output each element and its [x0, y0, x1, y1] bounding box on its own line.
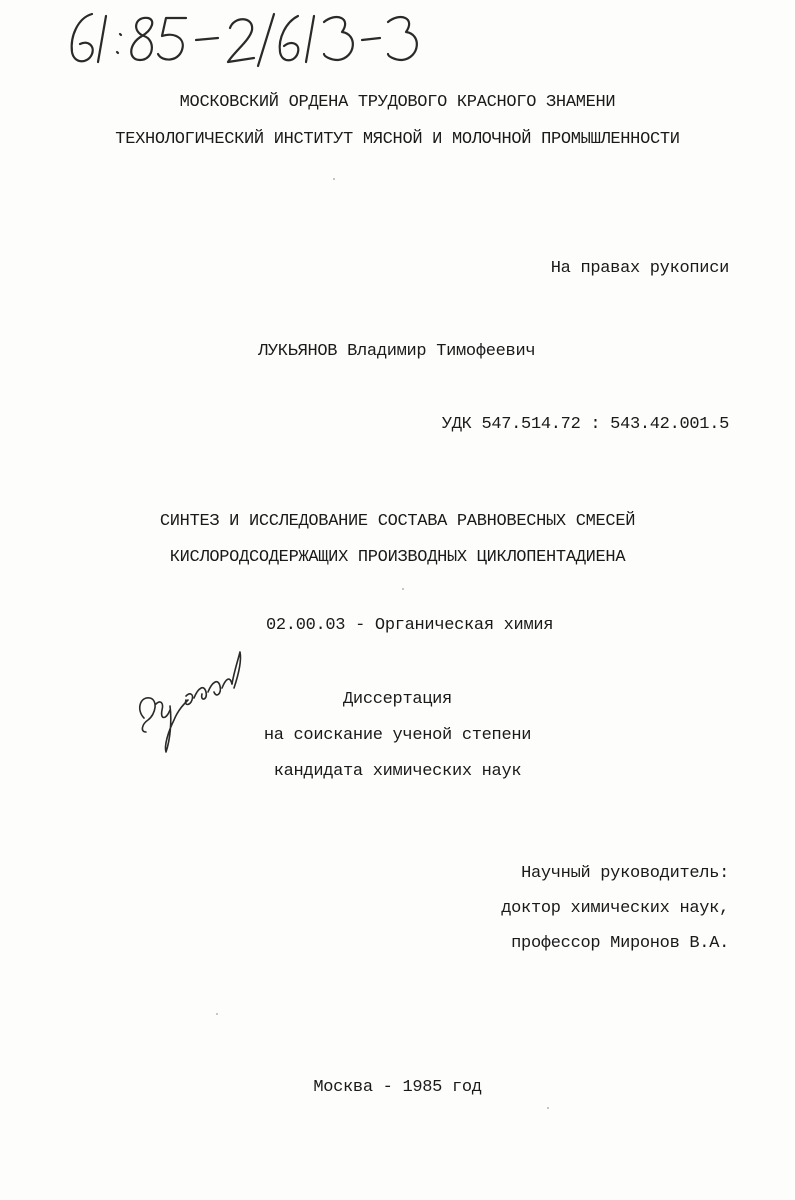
supervisor-label: Научный руководитель: [521, 864, 729, 883]
scan-speck [402, 588, 404, 590]
supervisor-name: профессор Миронов В.А. [511, 934, 729, 953]
udc-code: УДК 547.514.72 : 543.42.001.5 [441, 415, 729, 434]
institute-line-1: МОСКОВСКИЙ ОРДЕНА ТРУДОВОГО КРАСНОГО ЗНАМЕНИ [179, 93, 616, 112]
place-and-year: Москва - 1985 год [313, 1078, 482, 1097]
thesis-title-line-1: СИНТЕЗ И ИССЛЕДОВАНИЕ СОСТАВА РАВНОВЕСНЫХ СМЕСЕЙ [159, 512, 636, 531]
manuscript-rights-note: На правах рукописи [550, 259, 729, 278]
scan-speck [333, 178, 335, 180]
specialty-code: 02.00.03 - Органическая химия [266, 616, 554, 635]
degree-line-2: кандидата химических наук [273, 762, 522, 781]
degree-line-1: на соискание ученой степени [263, 726, 532, 745]
author-name: ЛУКЬЯНОВ Владимир Тимофеевич [258, 342, 536, 361]
institute-line-2: ТЕХНОЛОГИЧЕСКИЙ ИНСТИТУТ МЯСНОЙ И МОЛОЧНОЙ ПРОМЫШЛЕННОСТИ [115, 130, 680, 149]
handwritten-call-number [62, 8, 422, 70]
scan-speck [547, 1107, 549, 1109]
thesis-title-line-2: КИСЛОРОДСОДЕРЖАЩИХ ПРОИЗВОДНЫХ ЦИКЛОПЕНТАДИЕНА [169, 548, 626, 567]
scan-speck [216, 1013, 218, 1015]
dissertation-label: Диссертация [343, 690, 452, 709]
supervisor-degree: доктор химических наук, [501, 899, 729, 918]
